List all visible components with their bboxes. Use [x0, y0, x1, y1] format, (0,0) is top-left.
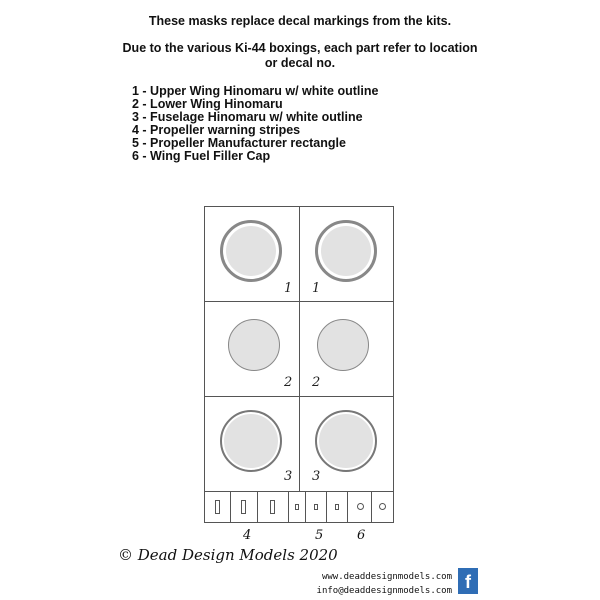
part-number: 3 — [312, 469, 321, 484]
mask-cell-3b — [300, 397, 394, 491]
part-number: 2 — [312, 375, 321, 390]
copyright-text: © Dead Design Models 2020 — [118, 546, 338, 564]
mask-cell-2b — [300, 302, 394, 396]
fuselage-hinomaru-mask — [220, 410, 282, 472]
legend-item-1: 1 - Upper Wing Hinomaru w/ white outline — [132, 84, 379, 98]
boxings-note: Due to the various Ki-44 boxings, each part refer to location or decal no. — [122, 41, 478, 70]
email-link[interactable]: info@deaddesignmodels.com — [316, 586, 452, 596]
part-number: 2 — [284, 375, 293, 390]
legend-list — [132, 85, 378, 163]
strip-cell — [205, 492, 231, 522]
facebook-icon[interactable]: f — [458, 568, 478, 594]
lower-wing-hinomaru-mask — [228, 319, 280, 371]
propeller-stripe-mask — [241, 500, 246, 514]
legend-item-6: 6 - Wing Fuel Filler Cap — [132, 149, 271, 163]
fuel-cap-mask — [357, 503, 364, 510]
strip-cell — [348, 492, 372, 522]
header — [0, 14, 600, 71]
website-link[interactable]: www.deaddesignmodels.com — [321, 572, 452, 582]
intro-text: These masks replace decal markings from the kits. — [148, 14, 452, 28]
part-number-6: 6 — [357, 528, 366, 543]
part-number: 1 — [312, 281, 321, 296]
manufacturer-rectangle-mask — [335, 504, 339, 510]
legend-item-5: 5 - Propeller Manufacturer rectangle — [132, 136, 346, 150]
propeller-stripe-mask — [215, 500, 220, 514]
manufacturer-rectangle-mask — [314, 504, 318, 510]
contact-info — [302, 570, 452, 598]
upper-wing-hinomaru-mask — [315, 220, 377, 282]
lower-wing-hinomaru-mask — [317, 319, 369, 371]
legend-item-2: 2 - Lower Wing Hinomaru — [132, 97, 283, 111]
upper-wing-hinomaru-mask — [220, 220, 282, 282]
small-parts-strip — [204, 491, 394, 523]
legend-item-4: 4 - Propeller warning stripes — [132, 123, 301, 137]
strip-cell — [372, 492, 393, 522]
strip-cell — [258, 492, 289, 522]
strip-cell — [327, 492, 348, 522]
mask-cell-3a — [205, 397, 299, 491]
part-number: 1 — [284, 281, 293, 296]
propeller-stripe-mask — [270, 500, 275, 514]
mask-cell-1b — [300, 207, 394, 301]
manufacturer-rectangle-mask — [295, 504, 299, 510]
strip-cell — [306, 492, 327, 522]
mask-cell-2a — [205, 302, 299, 396]
strip-cell — [231, 492, 258, 522]
part-number: 3 — [284, 469, 293, 484]
part-number-4: 4 — [243, 528, 252, 543]
part-number-5: 5 — [315, 528, 324, 543]
fuel-cap-mask — [379, 503, 386, 510]
mask-sheet — [204, 206, 394, 492]
strip-cell — [289, 492, 306, 522]
fuselage-hinomaru-mask — [315, 410, 377, 472]
mask-cell-1a — [205, 207, 299, 301]
legend-item-3: 3 - Fuselage Hinomaru w/ white outline — [132, 110, 363, 124]
